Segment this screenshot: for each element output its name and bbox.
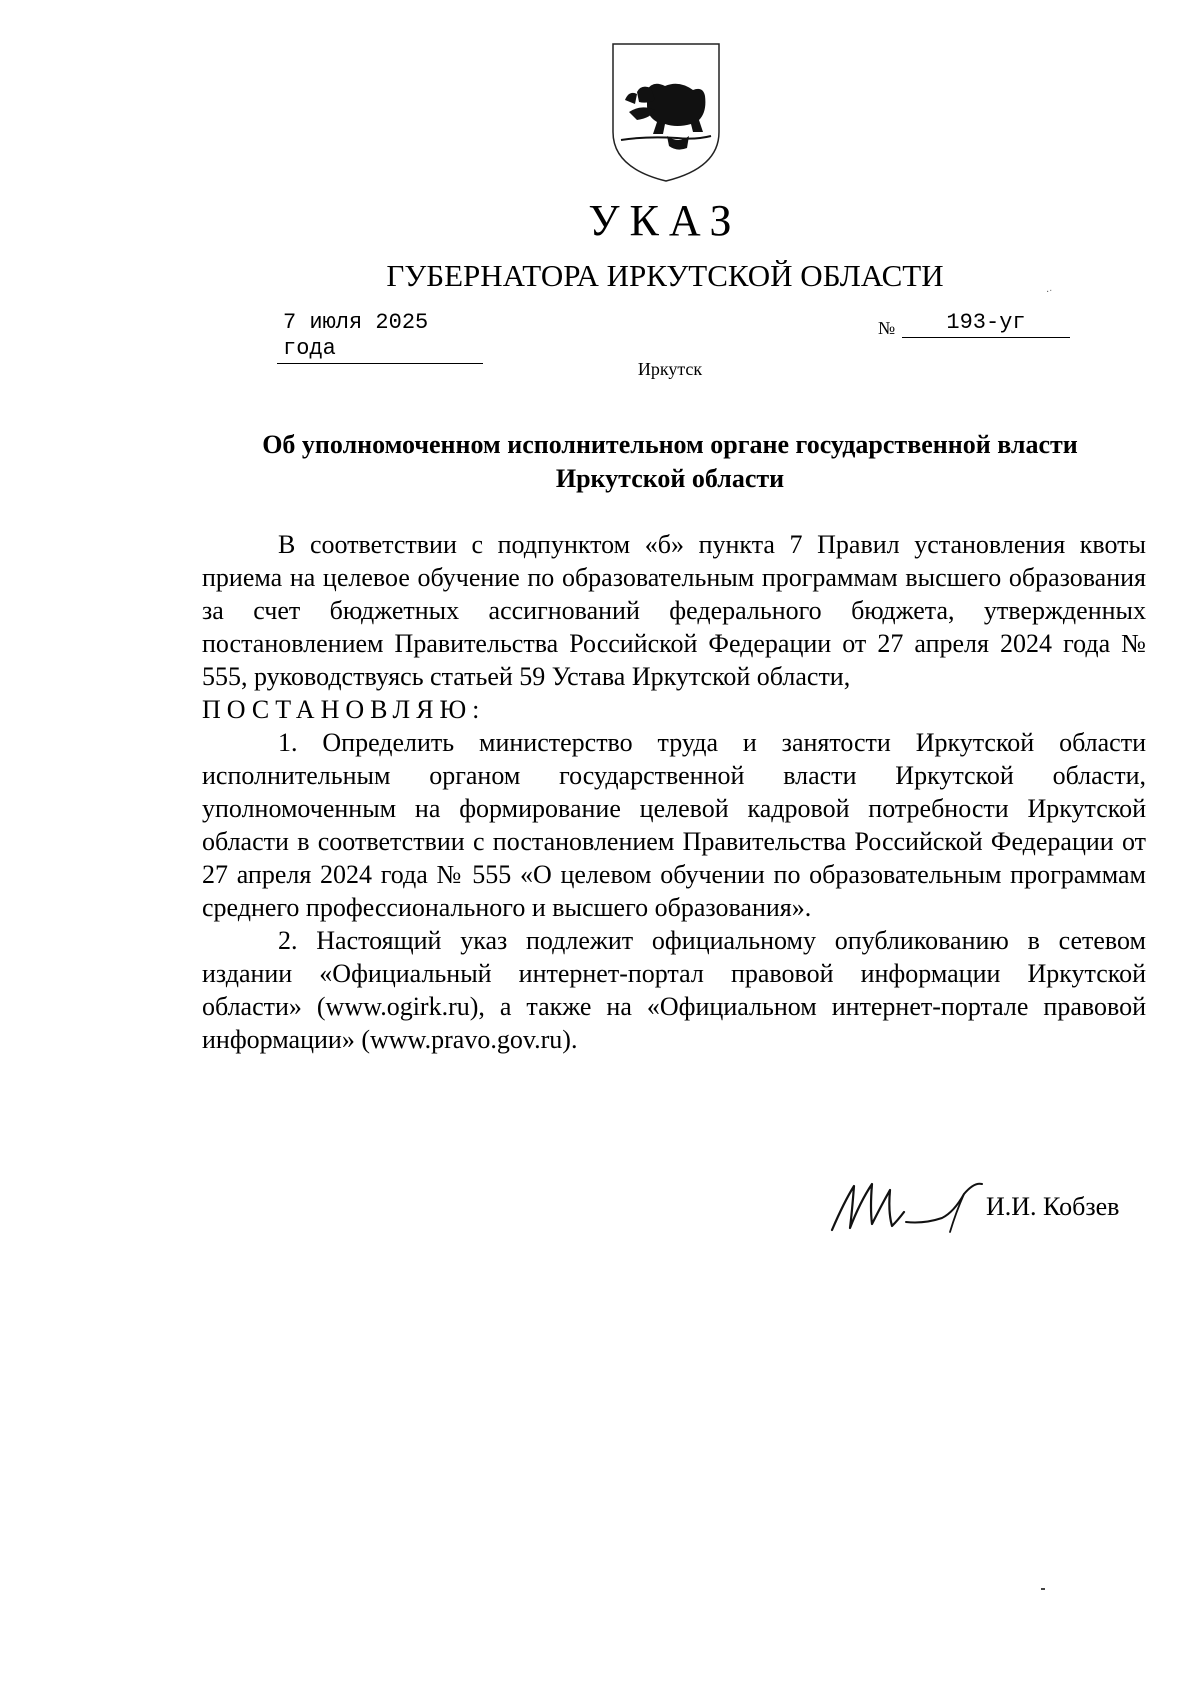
document-date: 7 июля 2025 года (277, 310, 483, 364)
resolve-heading: ПОСТАНОВЛЯЮ: (202, 695, 486, 724)
document-title: УКАЗ (588, 196, 742, 245)
preamble-paragraph: В соответствии с подпунктом «б» пункта 7 Правил установления квоты приема на целевое обучение по образовательным программам высшего образования за счет бюджетных ассигнований федерального бюджета, утвержденных постановлением Правительства Российской Федерации от 27 апреля 2024 года № 555, руководствуясь статьей 59 Устава Иркутской области, (202, 530, 1146, 691)
clause-1-paragraph: 1. Определить министерство труда и занятости Иркутской области исполнительным органом государственной власти Иркутской области, уполномоченным на формирование целевой кадровой потребности Иркутской области в соответствии с постановлением Правительства Российской Федерации от 27 апреля 2024 года № 555 «О целевом обучении по образовательным программам среднего профессионального и высшего образования». (202, 728, 1146, 922)
document-subtitle: ГУБЕРНАТОРА ИРКУТСКОЙ ОБЛАСТИ (386, 258, 944, 293)
signer-name: И.И. Кобзев (986, 1192, 1120, 1221)
corner-mark: ·ˑ (1046, 287, 1053, 298)
signature-block (818, 1172, 1148, 1262)
document-heading: Об уполномоченном исполнительном органе государственной власти Иркутской области (262, 430, 1078, 493)
document-body (202, 528, 1146, 1056)
document-city: Иркутск (637, 359, 703, 379)
number-label: № (878, 318, 896, 338)
coat-of-arms-icon (607, 40, 725, 185)
document-number: 193-уг (902, 310, 1070, 338)
clause-2-paragraph: 2. Настоящий указ подлежит официальному опубликованию в сетевом издании «Официальный интернет-портал правовой информации Иркутской области» (www.ogirk.ru), а также на «Официальном интернет-портале правовой информации» (www.pravo.gov.ru). (202, 926, 1146, 1054)
scan-mark (1041, 1588, 1045, 1590)
